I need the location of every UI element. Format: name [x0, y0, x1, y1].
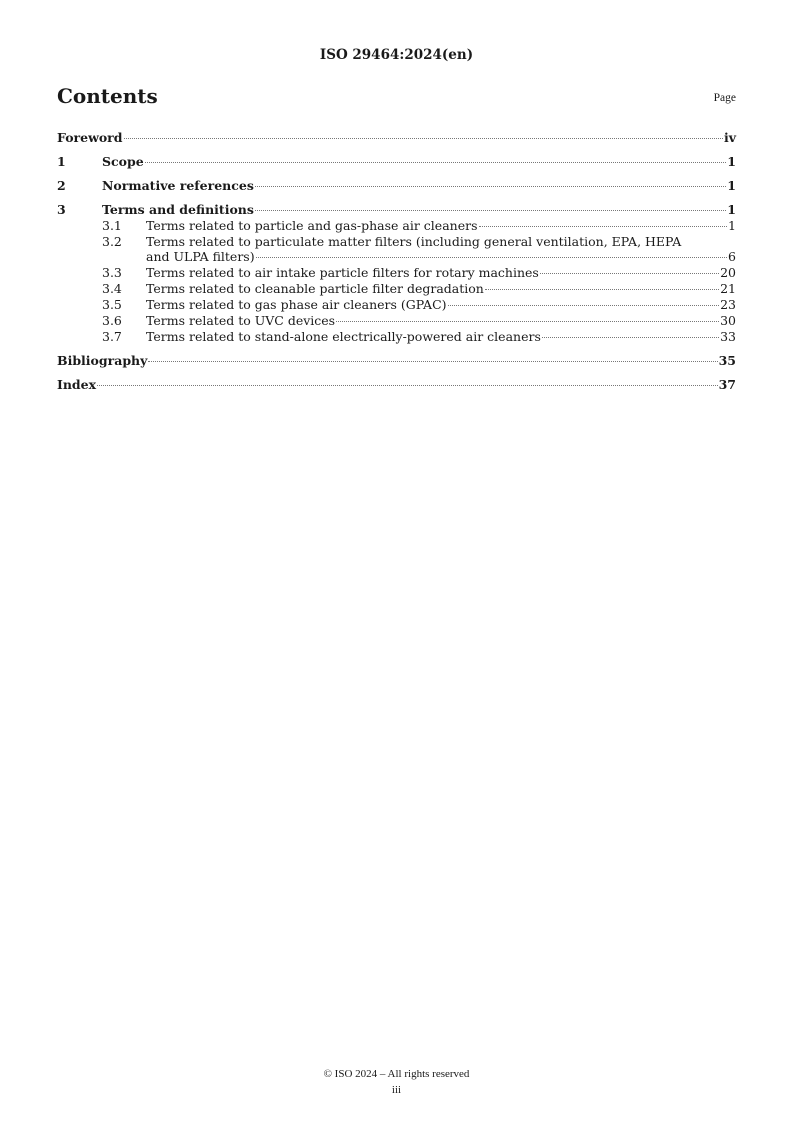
page-title: Contents — [57, 84, 158, 108]
toc-entry-number: 3.1 — [102, 218, 122, 233]
contents-title-row — [57, 84, 736, 112]
dot-leader — [540, 273, 719, 274]
page-number: iii — [391, 1084, 402, 1096]
toc-entry-label: Terms related to particle and gas-phase air cleaners — [146, 218, 478, 233]
toc-entry-index[interactable] — [57, 377, 736, 392]
toc-entry-3-2[interactable] — [57, 234, 736, 264]
toc-entry-number: 3.3 — [102, 265, 122, 280]
table-of-contents — [57, 130, 736, 392]
toc-entry-number: 3.7 — [102, 329, 122, 344]
toc-entry-page: 35 — [718, 353, 736, 368]
dot-leader — [148, 361, 717, 362]
toc-entry-label: Terms related to stand-alone electrically-powered air cleaners — [146, 329, 541, 344]
toc-entry-3-5[interactable] — [57, 297, 736, 312]
toc-entry-page: 1 — [728, 218, 736, 233]
toc-entry-number: 3.6 — [102, 313, 122, 328]
toc-entry-3-1[interactable] — [57, 218, 736, 233]
toc-entry-number: 3.5 — [102, 297, 122, 312]
toc-entry-number: 3.4 — [102, 281, 122, 296]
toc-entry-number: 3.2 — [102, 234, 122, 249]
toc-entry-page: 33 — [720, 329, 736, 344]
dot-leader — [448, 305, 720, 306]
dot-leader — [336, 321, 719, 322]
toc-entry-terms-and-definitions[interactable] — [57, 202, 736, 217]
copyright-notice: © ISO 2024 – All rights reserved — [323, 1068, 470, 1080]
toc-entry-page: 21 — [720, 281, 736, 296]
dot-leader — [542, 337, 719, 338]
dot-leader — [97, 385, 718, 386]
dot-leader — [255, 210, 726, 211]
toc-entry-label: Foreword — [57, 130, 123, 145]
toc-entry-label: Index — [57, 377, 97, 392]
toc-entry-number: 2 — [57, 178, 66, 193]
toc-entry-3-6[interactable] — [57, 313, 736, 328]
dot-leader — [256, 257, 727, 258]
dot-leader — [255, 186, 726, 187]
page-footer — [0, 1066, 793, 1098]
toc-entry-label: Scope — [102, 154, 144, 169]
toc-entry-bibliography[interactable] — [57, 353, 736, 368]
toc-entry-page: 30 — [720, 313, 736, 328]
toc-entry-label-line2: and ULPA filters) — [146, 249, 255, 264]
dot-leader — [485, 289, 719, 290]
toc-entry-label: Terms related to gas phase air cleaners (GPAC) — [146, 297, 447, 312]
page-column-label: Page — [713, 92, 736, 104]
toc-entry-label-line1: Terms related to particulate matter filters (including general ventilation, EPA, HEPA — [146, 234, 682, 249]
toc-entry-page: 20 — [720, 265, 736, 280]
toc-entry-page: 37 — [718, 377, 736, 392]
document-header: ISO 29464:2024(en) — [319, 47, 474, 63]
toc-entry-page: 1 — [727, 154, 736, 169]
toc-entry-3-3[interactable] — [57, 265, 736, 280]
toc-entry-number: 3 — [57, 202, 66, 217]
toc-entry-label: Normative references — [102, 178, 254, 193]
toc-entry-foreword[interactable] — [57, 130, 736, 145]
toc-entry-label: Terms and definitions — [102, 202, 254, 217]
toc-entry-page: iv — [723, 130, 736, 145]
dot-leader — [479, 226, 728, 227]
toc-entry-page: 23 — [720, 297, 736, 312]
toc-entry-3-7[interactable] — [57, 329, 736, 344]
toc-entry-label: Terms related to UVC devices — [146, 313, 336, 328]
toc-entry-label: Terms related to air intake particle filters for rotary machines — [146, 265, 539, 280]
toc-entry-normative-references[interactable] — [57, 178, 736, 193]
toc-entry-scope[interactable] — [57, 154, 736, 169]
toc-entry-page: 1 — [727, 178, 736, 193]
dot-leader — [145, 162, 727, 163]
toc-entry-page: 6 — [728, 249, 736, 264]
toc-entry-label: Bibliography — [57, 353, 148, 368]
toc-entry-page: 1 — [727, 202, 736, 217]
dot-leader — [124, 138, 723, 139]
toc-entry-number: 1 — [57, 154, 66, 169]
toc-entry-3-4[interactable] — [57, 281, 736, 296]
toc-entry-label: Terms related to cleanable particle filter degradation — [146, 281, 484, 296]
